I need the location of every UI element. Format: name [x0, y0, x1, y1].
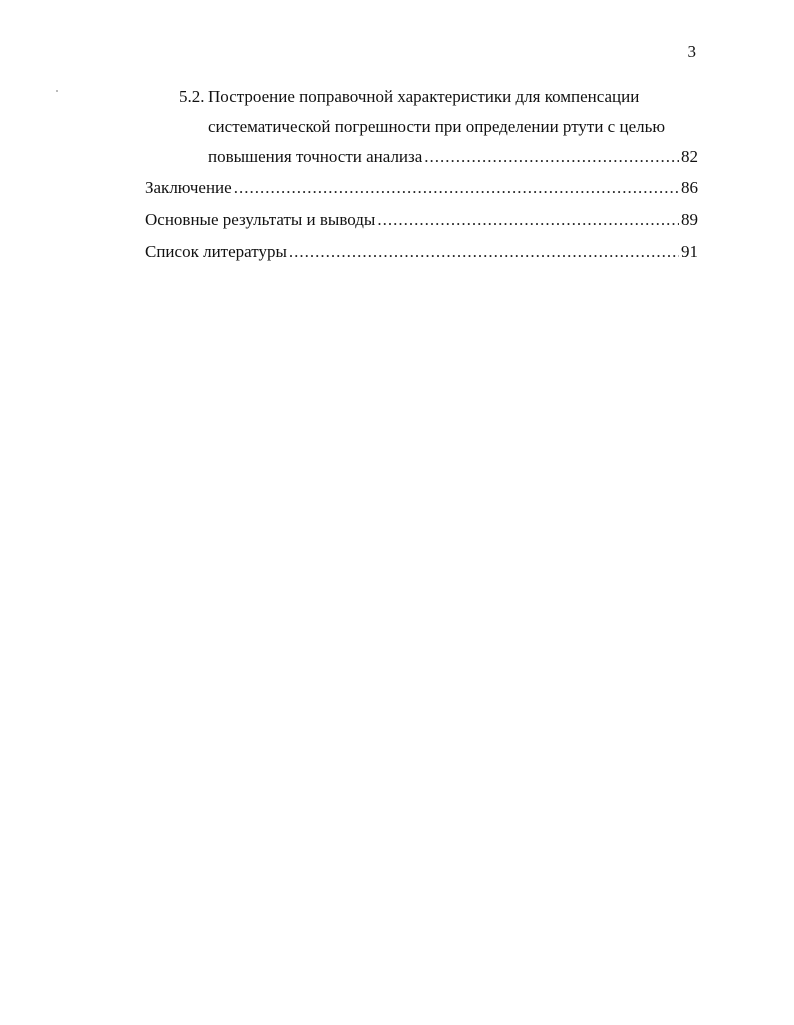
toc-entry-label: Заключение — [145, 178, 232, 197]
toc-entry-number: 5.2. — [179, 87, 205, 106]
toc-page-number: 91 — [681, 242, 698, 261]
table-of-contents — [145, 82, 698, 268]
toc-entry-references — [145, 236, 698, 268]
toc-page-number: 86 — [681, 178, 698, 197]
dot-leader — [377, 204, 679, 236]
toc-entry-conclusion — [145, 172, 698, 204]
dot-leader — [289, 236, 679, 268]
toc-page-number: 89 — [681, 210, 698, 229]
dot-leader — [234, 172, 679, 204]
toc-entry-5-2 — [0, 82, 698, 172]
toc-entry-title-line: Построение поправочной характеристики для компенсации — [208, 87, 640, 106]
toc-page-number: 82 — [681, 147, 698, 166]
toc-entry-title-line: повышения точности анализа — [208, 147, 423, 166]
dot-leader — [424, 142, 679, 172]
toc-entry-results — [145, 204, 698, 236]
page-number: 3 — [687, 42, 696, 61]
toc-entry-label: Основные результаты и выводы — [145, 210, 376, 229]
toc-entry-title-line: систематической погрешности при определении ртути с целью — [208, 117, 666, 136]
toc-entry-last-line — [208, 142, 698, 172]
toc-entry-label: Список литературы — [145, 242, 287, 261]
